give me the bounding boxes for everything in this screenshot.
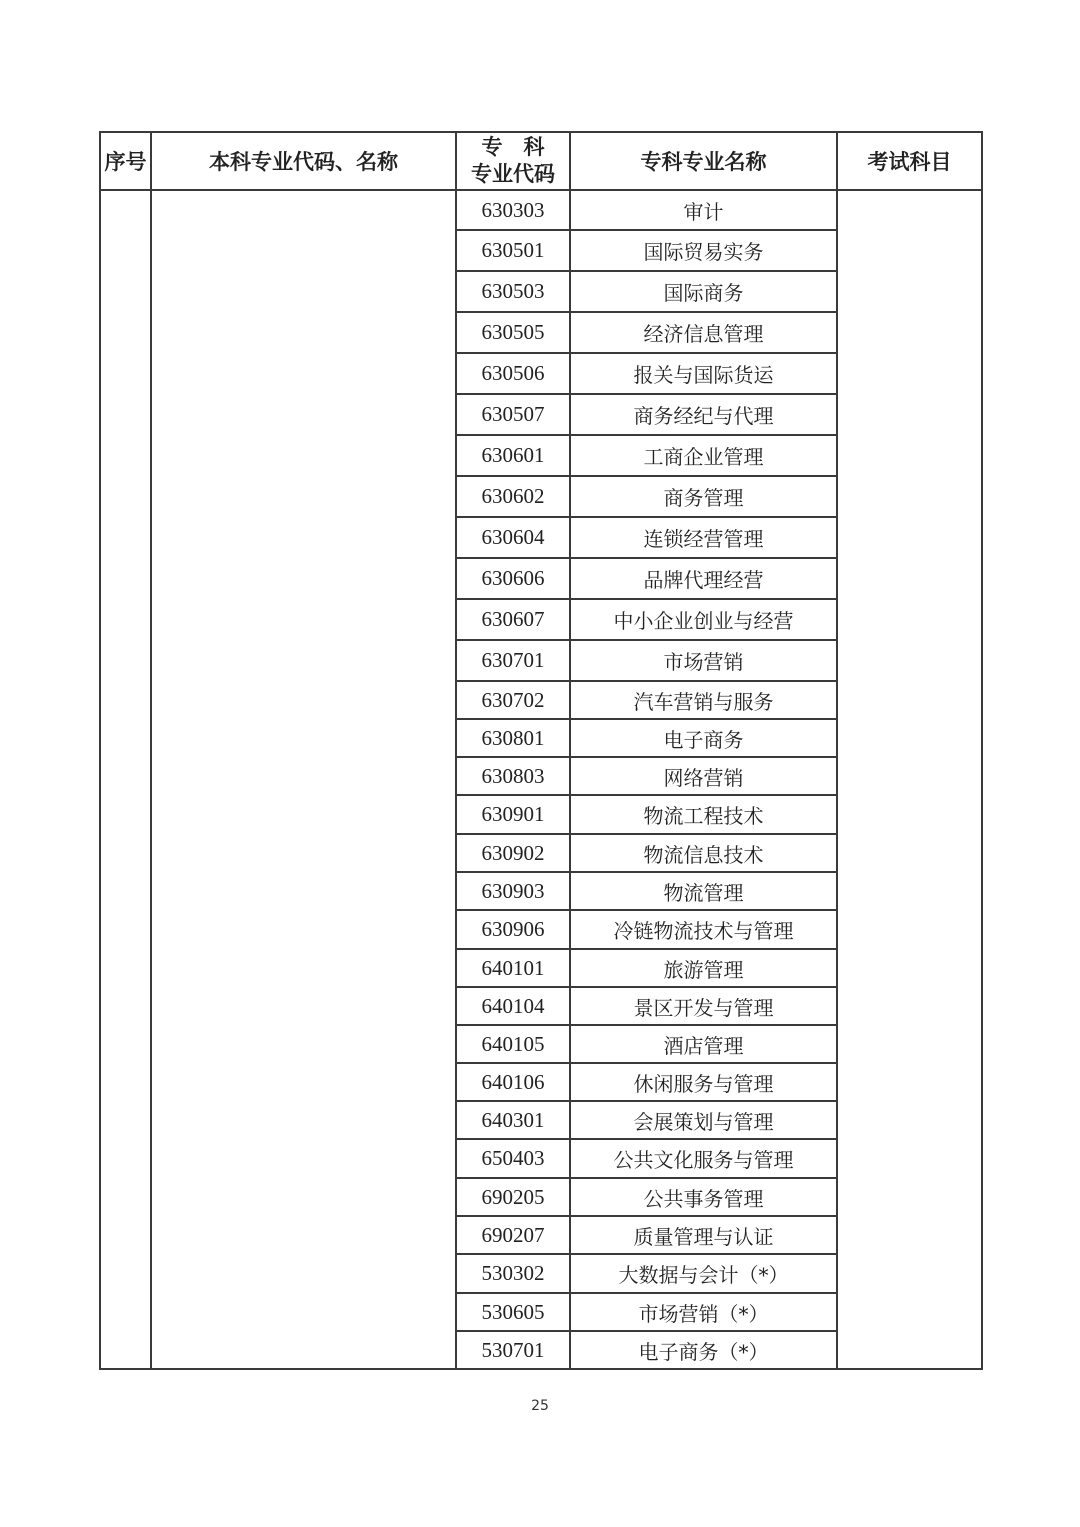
header-junior-name: 专科专业名称 (570, 132, 837, 190)
junior-code-cell: 630801 (456, 719, 570, 757)
header-junior-code (456, 132, 570, 190)
junior-code-cell: 630803 (456, 757, 570, 795)
junior-code-cell: 630604 (456, 517, 570, 558)
junior-name-cell: 中小企业创业与经营 (570, 599, 837, 640)
junior-name-cell: 冷链物流技术与管理 (570, 910, 837, 949)
junior-name-cell: 连锁经营管理 (570, 517, 837, 558)
junior-name-cell: 国际贸易实务 (570, 230, 837, 271)
junior-name-cell: 公共事务管理 (570, 1178, 837, 1216)
table-body (100, 190, 982, 1369)
header-junior-code-line1: 专 科 (481, 135, 545, 159)
junior-name-cell: 审计 (570, 190, 837, 230)
junior-code-cell: 630607 (456, 599, 570, 640)
junior-code-cell: 630507 (456, 394, 570, 435)
header-exam-subject: 考试科目 (837, 132, 982, 190)
junior-name-cell: 电子商务（*） (570, 1331, 837, 1369)
junior-code-cell: 630303 (456, 190, 570, 230)
junior-code-cell: 630505 (456, 312, 570, 353)
majors-table (99, 131, 983, 1370)
header-seq: 序号 (100, 132, 151, 190)
junior-code-cell: 530302 (456, 1254, 570, 1293)
junior-name-cell: 公共文化服务与管理 (570, 1139, 837, 1178)
junior-code-cell: 640301 (456, 1101, 570, 1139)
junior-code-cell: 630601 (456, 435, 570, 476)
junior-name-cell: 电子商务 (570, 719, 837, 757)
junior-code-cell: 630702 (456, 681, 570, 719)
junior-name-cell: 休闲服务与管理 (570, 1063, 837, 1101)
junior-code-cell: 690207 (456, 1216, 570, 1254)
junior-name-cell: 商务管理 (570, 476, 837, 517)
junior-name-cell: 旅游管理 (570, 949, 837, 987)
junior-name-cell: 市场营销（*） (570, 1293, 837, 1331)
table-row (100, 190, 982, 230)
junior-name-cell: 国际商务 (570, 271, 837, 312)
junior-code-cell: 630902 (456, 834, 570, 872)
junior-name-cell: 经济信息管理 (570, 312, 837, 353)
junior-code-cell: 640104 (456, 987, 570, 1025)
junior-name-cell: 景区开发与管理 (570, 987, 837, 1025)
junior-name-cell: 报关与国际货运 (570, 353, 837, 394)
exam-subject-cell (837, 190, 982, 1369)
junior-code-cell: 630606 (456, 558, 570, 599)
junior-code-cell: 640106 (456, 1063, 570, 1101)
junior-code-cell: 630901 (456, 795, 570, 834)
junior-name-cell: 会展策划与管理 (570, 1101, 837, 1139)
junior-code-cell: 650403 (456, 1139, 570, 1178)
junior-code-cell: 640105 (456, 1025, 570, 1063)
junior-code-cell: 690205 (456, 1178, 570, 1216)
junior-name-cell: 市场营销 (570, 640, 837, 681)
junior-name-cell: 质量管理与认证 (570, 1216, 837, 1254)
junior-code-cell: 530701 (456, 1331, 570, 1369)
junior-name-cell: 酒店管理 (570, 1025, 837, 1063)
junior-code-cell: 630903 (456, 872, 570, 910)
junior-name-cell: 汽车营销与服务 (570, 681, 837, 719)
junior-name-cell: 品牌代理经营 (570, 558, 837, 599)
bachelor-cell (151, 190, 456, 1369)
junior-name-cell: 物流工程技术 (570, 795, 837, 834)
header-bachelor-code-name: 本科专业代码、名称 (151, 132, 456, 190)
junior-name-cell: 大数据与会计（*） (570, 1254, 837, 1293)
table-header (100, 132, 982, 190)
junior-name-cell: 物流管理 (570, 872, 837, 910)
junior-code-cell: 630906 (456, 910, 570, 949)
junior-code-cell: 530605 (456, 1293, 570, 1331)
page-number: 25 (531, 1398, 549, 1414)
junior-code-cell: 630501 (456, 230, 570, 271)
junior-name-cell: 物流信息技术 (570, 834, 837, 872)
junior-code-cell: 630503 (456, 271, 570, 312)
header-junior-code-line2: 专业代码 (471, 162, 555, 186)
junior-code-cell: 630701 (456, 640, 570, 681)
junior-code-cell: 630602 (456, 476, 570, 517)
junior-name-cell: 商务经纪与代理 (570, 394, 837, 435)
seq-cell (100, 190, 151, 1369)
junior-name-cell: 网络营销 (570, 757, 837, 795)
junior-code-cell: 640101 (456, 949, 570, 987)
junior-code-cell: 630506 (456, 353, 570, 394)
junior-name-cell: 工商企业管理 (570, 435, 837, 476)
